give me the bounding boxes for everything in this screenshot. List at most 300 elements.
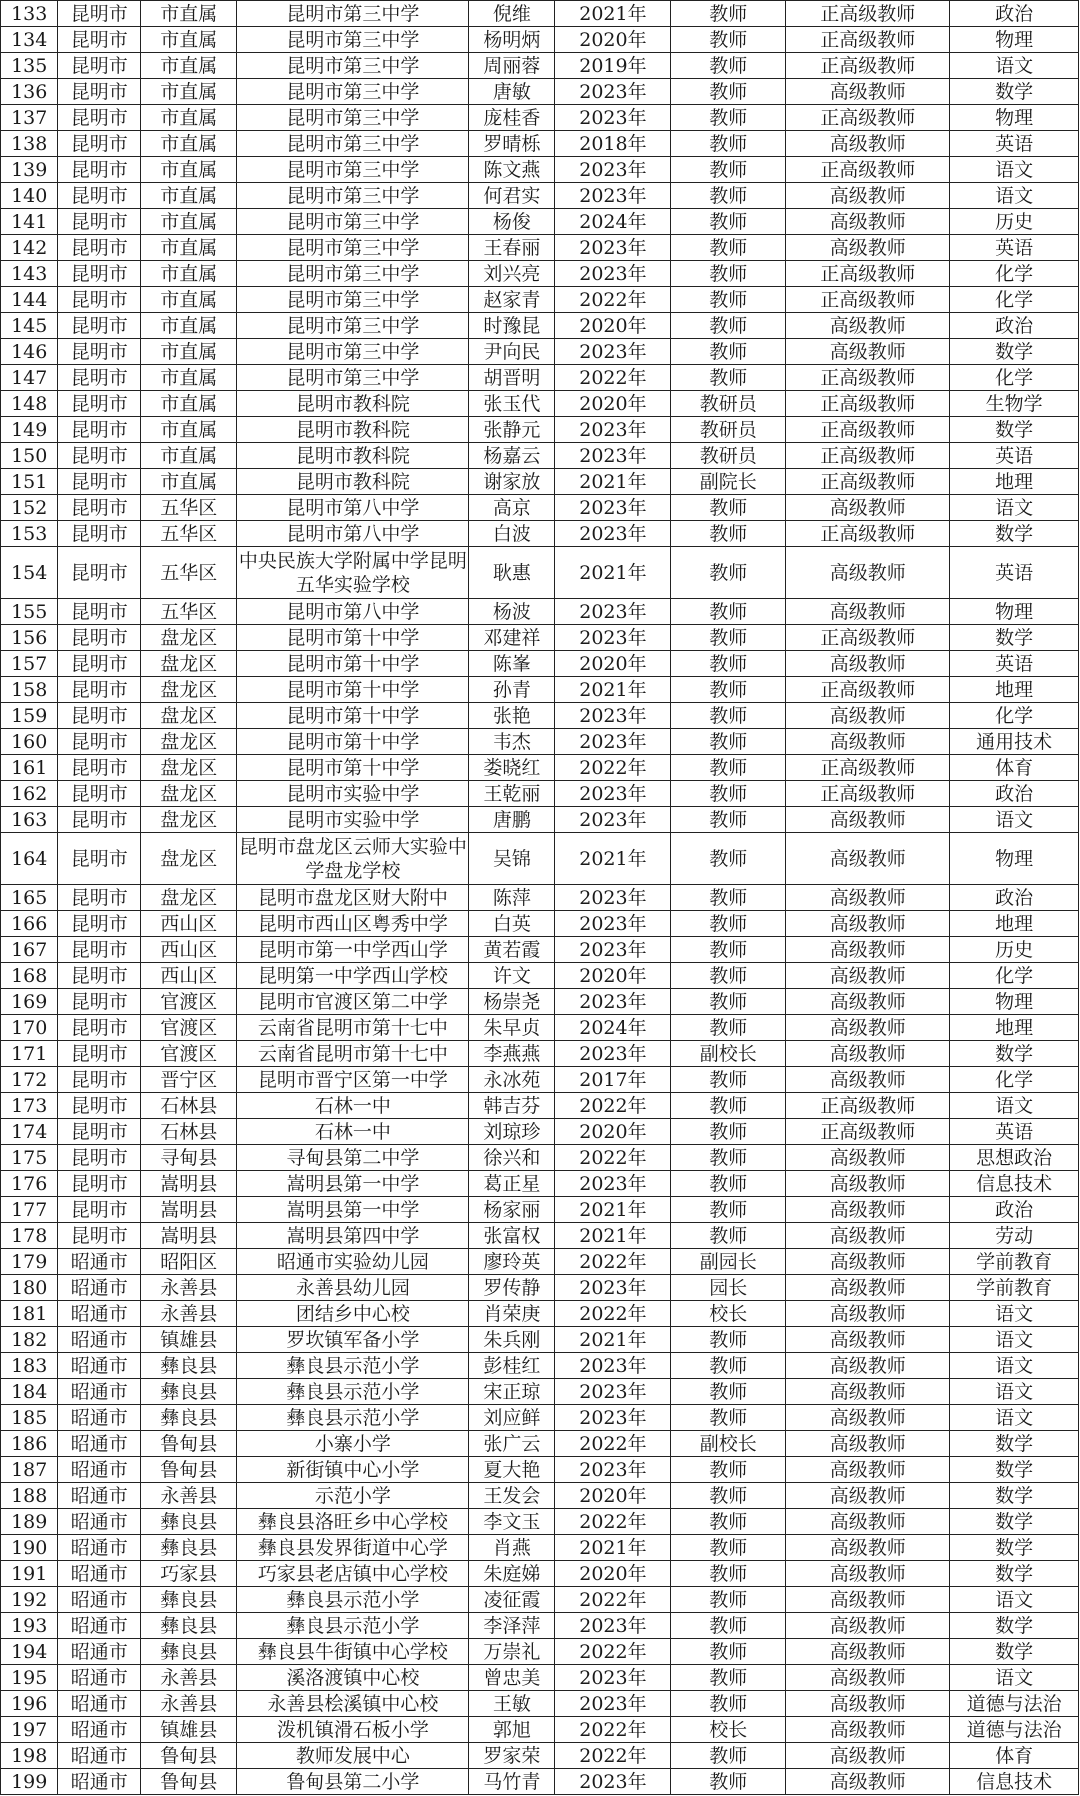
cell-row-number: 178 (1, 1223, 58, 1249)
cell-district: 市直属 (141, 313, 237, 339)
cell-year: 2022年 (555, 1249, 671, 1275)
cell-city: 昭通市 (58, 1379, 141, 1405)
cell-district: 盘龙区 (141, 677, 237, 703)
cell-city: 昆明市 (58, 677, 141, 703)
cell-subject: 化学 (950, 1067, 1079, 1093)
cell-city: 昆明市 (58, 1171, 141, 1197)
cell-row-number: 175 (1, 1145, 58, 1171)
cell-subject: 数学 (950, 79, 1079, 105)
cell-row-number: 173 (1, 1093, 58, 1119)
cell-title: 高级教师 (786, 1405, 950, 1431)
cell-year: 2023年 (555, 703, 671, 729)
cell-title: 高级教师 (786, 599, 950, 625)
cell-school: 昆明市第十中学 (237, 625, 469, 651)
cell-row-number: 182 (1, 1327, 58, 1353)
cell-school: 彝良县洛旺乡中心学校 (237, 1509, 469, 1535)
cell-subject: 化学 (950, 365, 1079, 391)
cell-row-number: 192 (1, 1587, 58, 1613)
cell-teacher-name: 杨嘉云 (469, 443, 555, 469)
cell-row-number: 165 (1, 885, 58, 911)
table-row (1, 53, 1079, 79)
cell-year: 2023年 (555, 625, 671, 651)
cell-year: 2020年 (555, 391, 671, 417)
cell-row-number: 187 (1, 1457, 58, 1483)
cell-row-number: 137 (1, 105, 58, 131)
cell-position: 教师 (671, 1, 786, 27)
cell-teacher-name: 黄若霞 (469, 937, 555, 963)
cell-subject: 物理 (950, 833, 1079, 885)
table-body (1, 1, 1079, 1795)
cell-position: 教师 (671, 911, 786, 937)
cell-position: 教师 (671, 53, 786, 79)
cell-subject: 体育 (950, 1743, 1079, 1769)
cell-teacher-name: 葛正星 (469, 1171, 555, 1197)
cell-subject: 体育 (950, 755, 1079, 781)
cell-district: 镇雄县 (141, 1327, 237, 1353)
cell-teacher-name: 唐敏 (469, 79, 555, 105)
cell-row-number: 198 (1, 1743, 58, 1769)
cell-city: 昆明市 (58, 807, 141, 833)
cell-city: 昆明市 (58, 209, 141, 235)
cell-position: 校长 (671, 1717, 786, 1743)
cell-title: 高级教师 (786, 79, 950, 105)
cell-title: 正高级教师 (786, 261, 950, 287)
cell-subject: 历史 (950, 209, 1079, 235)
table-row (1, 261, 1079, 287)
cell-subject: 通用技术 (950, 729, 1079, 755)
cell-title: 正高级教师 (786, 781, 950, 807)
cell-subject: 物理 (950, 599, 1079, 625)
table-row (1, 1301, 1079, 1327)
cell-school: 昆明市教科院 (237, 469, 469, 495)
cell-teacher-name: 韩吉芬 (469, 1093, 555, 1119)
cell-row-number: 172 (1, 1067, 58, 1093)
cell-subject: 语文 (950, 1379, 1079, 1405)
table-row (1, 1509, 1079, 1535)
cell-city: 昆明市 (58, 391, 141, 417)
cell-city: 昆明市 (58, 365, 141, 391)
cell-title: 高级教师 (786, 1639, 950, 1665)
cell-subject: 化学 (950, 287, 1079, 313)
table-row (1, 1665, 1079, 1691)
cell-subject: 政治 (950, 1, 1079, 27)
table-row (1, 547, 1079, 599)
cell-district: 镇雄县 (141, 1717, 237, 1743)
cell-row-number: 154 (1, 547, 58, 599)
cell-district: 彝良县 (141, 1535, 237, 1561)
cell-city: 昆明市 (58, 781, 141, 807)
cell-city: 昆明市 (58, 339, 141, 365)
cell-row-number: 170 (1, 1015, 58, 1041)
table-row (1, 365, 1079, 391)
cell-district: 彝良县 (141, 1587, 237, 1613)
cell-title: 正高级教师 (786, 521, 950, 547)
cell-position: 教研员 (671, 391, 786, 417)
cell-school: 罗坎镇军备小学 (237, 1327, 469, 1353)
cell-city: 昆明市 (58, 235, 141, 261)
cell-title: 高级教师 (786, 1171, 950, 1197)
cell-subject: 道德与法治 (950, 1691, 1079, 1717)
cell-district: 鲁甸县 (141, 1743, 237, 1769)
cell-district: 市直属 (141, 443, 237, 469)
cell-subject: 英语 (950, 235, 1079, 261)
cell-teacher-name: 郭旭 (469, 1717, 555, 1743)
cell-school: 彝良县示范小学 (237, 1379, 469, 1405)
cell-year: 2022年 (555, 1301, 671, 1327)
cell-position: 教师 (671, 1379, 786, 1405)
cell-title: 正高级教师 (786, 105, 950, 131)
cell-position: 教师 (671, 313, 786, 339)
cell-teacher-name: 罗家荣 (469, 1743, 555, 1769)
cell-district: 永善县 (141, 1665, 237, 1691)
table-row (1, 209, 1079, 235)
cell-school: 昆明市第十中学 (237, 755, 469, 781)
cell-district: 盘龙区 (141, 703, 237, 729)
cell-district: 昭阳区 (141, 1249, 237, 1275)
cell-year: 2023年 (555, 1353, 671, 1379)
table-row (1, 417, 1079, 443)
table-row (1, 495, 1079, 521)
cell-year: 2023年 (555, 599, 671, 625)
cell-row-number: 142 (1, 235, 58, 261)
cell-row-number: 157 (1, 651, 58, 677)
cell-city: 昆明市 (58, 651, 141, 677)
cell-row-number: 189 (1, 1509, 58, 1535)
cell-title: 高级教师 (786, 1197, 950, 1223)
cell-teacher-name: 尹向民 (469, 339, 555, 365)
cell-school: 昆明市官渡区第二中学 (237, 989, 469, 1015)
cell-title: 高级教师 (786, 1561, 950, 1587)
cell-district: 彝良县 (141, 1353, 237, 1379)
table-row (1, 105, 1079, 131)
cell-position: 副校长 (671, 1041, 786, 1067)
cell-year: 2023年 (555, 1379, 671, 1405)
table-row (1, 1119, 1079, 1145)
cell-year: 2023年 (555, 495, 671, 521)
cell-school: 昆明市教科院 (237, 391, 469, 417)
cell-city: 昭通市 (58, 1717, 141, 1743)
cell-teacher-name: 肖燕 (469, 1535, 555, 1561)
cell-position: 教师 (671, 1457, 786, 1483)
cell-title: 高级教师 (786, 729, 950, 755)
cell-row-number: 188 (1, 1483, 58, 1509)
cell-position: 教师 (671, 989, 786, 1015)
cell-school: 昆明市第三中学 (237, 105, 469, 131)
cell-row-number: 139 (1, 157, 58, 183)
table-row (1, 1639, 1079, 1665)
cell-year: 2021年 (555, 833, 671, 885)
cell-district: 市直属 (141, 209, 237, 235)
cell-school: 昆明市第三中学 (237, 183, 469, 209)
cell-district: 官渡区 (141, 989, 237, 1015)
cell-position: 教师 (671, 365, 786, 391)
cell-row-number: 153 (1, 521, 58, 547)
table-row (1, 313, 1079, 339)
cell-row-number: 150 (1, 443, 58, 469)
cell-position: 教师 (671, 1145, 786, 1171)
cell-title: 高级教师 (786, 183, 950, 209)
cell-subject: 语文 (950, 53, 1079, 79)
cell-school: 彝良县牛街镇中心学校 (237, 1639, 469, 1665)
table-row (1, 703, 1079, 729)
cell-position: 教师 (671, 625, 786, 651)
cell-subject: 劳动 (950, 1223, 1079, 1249)
cell-city: 昭通市 (58, 1665, 141, 1691)
cell-title: 正高级教师 (786, 417, 950, 443)
table-row (1, 235, 1079, 261)
cell-district: 市直属 (141, 131, 237, 157)
cell-position: 教师 (671, 1613, 786, 1639)
cell-year: 2022年 (555, 1717, 671, 1743)
cell-district: 盘龙区 (141, 651, 237, 677)
cell-school: 中央民族大学附属中学昆明五华实验学校 (237, 547, 469, 599)
cell-position: 教师 (671, 235, 786, 261)
cell-title: 正高级教师 (786, 1, 950, 27)
cell-school: 昆明市第一中学西山学 (237, 937, 469, 963)
cell-position: 教师 (671, 963, 786, 989)
cell-city: 昆明市 (58, 443, 141, 469)
cell-position: 教师 (671, 339, 786, 365)
cell-subject: 语文 (950, 1327, 1079, 1353)
cell-school: 昭通市实验幼儿园 (237, 1249, 469, 1275)
cell-district: 晋宁区 (141, 1067, 237, 1093)
table-row (1, 443, 1079, 469)
cell-teacher-name: 夏大艳 (469, 1457, 555, 1483)
cell-school: 新街镇中心小学 (237, 1457, 469, 1483)
cell-year: 2022年 (555, 1509, 671, 1535)
cell-teacher-name: 胡晋明 (469, 365, 555, 391)
cell-year: 2021年 (555, 1197, 671, 1223)
table-row (1, 1145, 1079, 1171)
cell-district: 市直属 (141, 157, 237, 183)
cell-subject: 化学 (950, 963, 1079, 989)
cell-position: 副院长 (671, 469, 786, 495)
cell-year: 2023年 (555, 1613, 671, 1639)
cell-subject: 数学 (950, 1561, 1079, 1587)
cell-year: 2023年 (555, 781, 671, 807)
table-row (1, 1067, 1079, 1093)
cell-teacher-name: 王敏 (469, 1691, 555, 1717)
cell-school: 溪洛渡镇中心校 (237, 1665, 469, 1691)
cell-year: 2023年 (555, 183, 671, 209)
cell-position: 教师 (671, 1691, 786, 1717)
cell-row-number: 149 (1, 417, 58, 443)
cell-subject: 语文 (950, 1093, 1079, 1119)
cell-position: 教师 (671, 1561, 786, 1587)
cell-row-number: 148 (1, 391, 58, 417)
cell-city: 昆明市 (58, 1041, 141, 1067)
cell-subject: 语文 (950, 1301, 1079, 1327)
cell-city: 昆明市 (58, 1015, 141, 1041)
cell-title: 高级教师 (786, 209, 950, 235)
cell-row-number: 138 (1, 131, 58, 157)
cell-teacher-name: 杨明炳 (469, 27, 555, 53)
cell-school: 昆明市第八中学 (237, 521, 469, 547)
cell-row-number: 155 (1, 599, 58, 625)
cell-subject: 语文 (950, 157, 1079, 183)
cell-year: 2018年 (555, 131, 671, 157)
table-row (1, 1717, 1079, 1743)
cell-city: 昆明市 (58, 417, 141, 443)
table-row (1, 391, 1079, 417)
cell-year: 2023年 (555, 1275, 671, 1301)
cell-row-number: 193 (1, 1613, 58, 1639)
cell-row-number: 196 (1, 1691, 58, 1717)
cell-title: 高级教师 (786, 1587, 950, 1613)
cell-position: 教师 (671, 287, 786, 313)
cell-title: 高级教师 (786, 885, 950, 911)
cell-row-number: 158 (1, 677, 58, 703)
table-row (1, 1483, 1079, 1509)
table-row (1, 1379, 1079, 1405)
cell-title: 高级教师 (786, 547, 950, 599)
cell-city: 昆明市 (58, 53, 141, 79)
cell-title: 高级教师 (786, 1769, 950, 1795)
cell-year: 2023年 (555, 157, 671, 183)
cell-position: 教研员 (671, 443, 786, 469)
cell-row-number: 179 (1, 1249, 58, 1275)
cell-row-number: 177 (1, 1197, 58, 1223)
cell-district: 鲁甸县 (141, 1769, 237, 1795)
cell-teacher-name: 永冰苑 (469, 1067, 555, 1093)
cell-city: 昆明市 (58, 625, 141, 651)
table-row (1, 963, 1079, 989)
cell-subject: 地理 (950, 911, 1079, 937)
cell-district: 盘龙区 (141, 781, 237, 807)
cell-teacher-name: 高京 (469, 495, 555, 521)
cell-school: 鲁甸县第二小学 (237, 1769, 469, 1795)
cell-teacher-name: 陈萍 (469, 885, 555, 911)
cell-row-number: 146 (1, 339, 58, 365)
cell-year: 2023年 (555, 417, 671, 443)
cell-district: 永善县 (141, 1483, 237, 1509)
cell-teacher-name: 凌征霞 (469, 1587, 555, 1613)
table-row (1, 807, 1079, 833)
cell-city: 昭通市 (58, 1275, 141, 1301)
cell-teacher-name: 许文 (469, 963, 555, 989)
cell-row-number: 194 (1, 1639, 58, 1665)
cell-row-number: 169 (1, 989, 58, 1015)
cell-year: 2021年 (555, 1327, 671, 1353)
cell-school: 永善县幼儿园 (237, 1275, 469, 1301)
cell-district: 市直属 (141, 27, 237, 53)
cell-school: 昆明市第三中学 (237, 157, 469, 183)
cell-teacher-name: 李泽萍 (469, 1613, 555, 1639)
cell-row-number: 176 (1, 1171, 58, 1197)
cell-subject: 语文 (950, 1405, 1079, 1431)
cell-position: 教师 (671, 1769, 786, 1795)
cell-position: 教师 (671, 1015, 786, 1041)
cell-row-number: 197 (1, 1717, 58, 1743)
cell-title: 高级教师 (786, 131, 950, 157)
cell-city: 昆明市 (58, 261, 141, 287)
cell-teacher-name: 徐兴和 (469, 1145, 555, 1171)
cell-district: 市直属 (141, 183, 237, 209)
cell-title: 正高级教师 (786, 469, 950, 495)
cell-city: 昭通市 (58, 1405, 141, 1431)
cell-title: 高级教师 (786, 1067, 950, 1093)
table-row (1, 1015, 1079, 1041)
cell-city: 昭通市 (58, 1613, 141, 1639)
cell-subject: 政治 (950, 885, 1079, 911)
cell-district: 市直属 (141, 391, 237, 417)
cell-row-number: 199 (1, 1769, 58, 1795)
cell-city: 昭通市 (58, 1249, 141, 1275)
cell-title: 正高级教师 (786, 53, 950, 79)
cell-teacher-name: 白波 (469, 521, 555, 547)
cell-title: 正高级教师 (786, 443, 950, 469)
cell-school: 彝良县示范小学 (237, 1353, 469, 1379)
cell-position: 教师 (671, 1119, 786, 1145)
cell-year: 2020年 (555, 313, 671, 339)
cell-year: 2022年 (555, 365, 671, 391)
cell-city: 昭通市 (58, 1353, 141, 1379)
cell-district: 盘龙区 (141, 885, 237, 911)
cell-year: 2023年 (555, 989, 671, 1015)
table-row (1, 1431, 1079, 1457)
cell-subject: 道德与法治 (950, 1717, 1079, 1743)
cell-teacher-name: 罗传静 (469, 1275, 555, 1301)
cell-position: 教师 (671, 1743, 786, 1769)
cell-teacher-name: 彭桂红 (469, 1353, 555, 1379)
cell-position: 教师 (671, 1353, 786, 1379)
cell-subject: 政治 (950, 781, 1079, 807)
cell-position: 教师 (671, 261, 786, 287)
cell-district: 官渡区 (141, 1041, 237, 1067)
cell-city: 昆明市 (58, 521, 141, 547)
cell-position: 教师 (671, 1535, 786, 1561)
cell-district: 彝良县 (141, 1379, 237, 1405)
cell-city: 昭通市 (58, 1483, 141, 1509)
cell-row-number: 140 (1, 183, 58, 209)
cell-position: 教师 (671, 521, 786, 547)
cell-teacher-name: 耿惠 (469, 547, 555, 599)
cell-subject: 英语 (950, 651, 1079, 677)
cell-row-number: 143 (1, 261, 58, 287)
cell-title: 高级教师 (786, 1301, 950, 1327)
cell-city: 昆明市 (58, 105, 141, 131)
cell-subject: 数学 (950, 1457, 1079, 1483)
cell-district: 市直属 (141, 105, 237, 131)
cell-subject: 地理 (950, 1015, 1079, 1041)
table-row (1, 1171, 1079, 1197)
cell-district: 彝良县 (141, 1639, 237, 1665)
cell-teacher-name: 赵家青 (469, 287, 555, 313)
cell-position: 教师 (671, 1223, 786, 1249)
cell-year: 2022年 (555, 1431, 671, 1457)
cell-subject: 语文 (950, 807, 1079, 833)
cell-school: 彝良县示范小学 (237, 1405, 469, 1431)
cell-title: 高级教师 (786, 1223, 950, 1249)
cell-district: 市直属 (141, 53, 237, 79)
cell-row-number: 184 (1, 1379, 58, 1405)
cell-school: 示范小学 (237, 1483, 469, 1509)
cell-year: 2023年 (555, 1665, 671, 1691)
cell-row-number: 180 (1, 1275, 58, 1301)
cell-city: 昆明市 (58, 729, 141, 755)
cell-year: 2020年 (555, 963, 671, 989)
cell-district: 鲁甸县 (141, 1431, 237, 1457)
cell-row-number: 185 (1, 1405, 58, 1431)
cell-subject: 化学 (950, 261, 1079, 287)
cell-district: 盘龙区 (141, 625, 237, 651)
cell-school: 昆明市第三中学 (237, 53, 469, 79)
cell-position: 教师 (671, 1405, 786, 1431)
cell-school: 团结乡中心校 (237, 1301, 469, 1327)
cell-district: 西山区 (141, 911, 237, 937)
cell-subject: 数学 (950, 1613, 1079, 1639)
cell-title: 高级教师 (786, 1743, 950, 1769)
